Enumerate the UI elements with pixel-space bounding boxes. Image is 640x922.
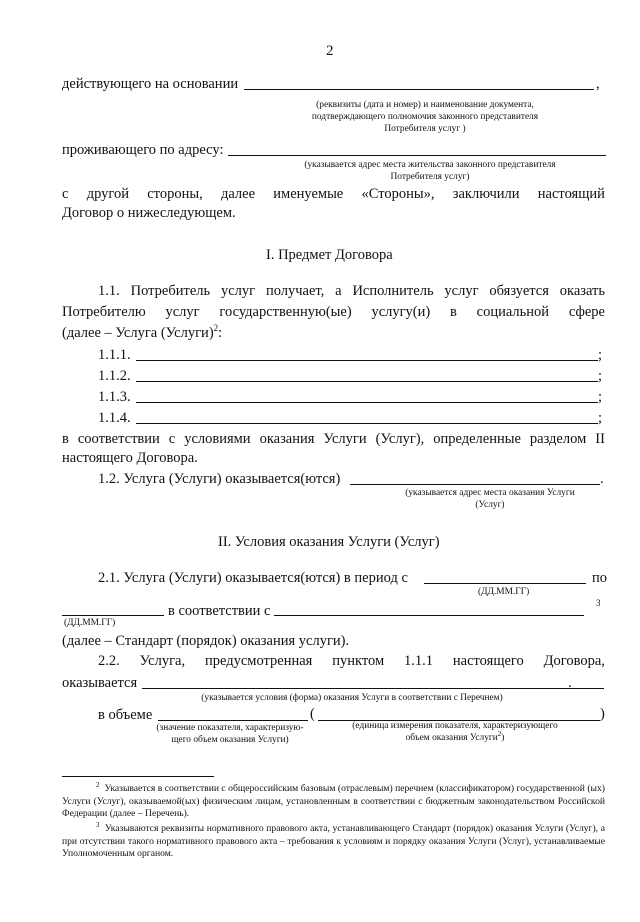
parties-line-2: Договор о нижеследующем.: [62, 205, 236, 221]
footnote-2: $^2$ Указывается в соответствии с общероссийским базовым (отраслевым) перечнем (классификатором) государственной (ых) Услуги (Услуг), оказываемой(ых) физическим лицам, установленным в соответствии с бюджетным законодательством Российской Федерации (далее – Перечень).: [62, 780, 605, 819]
item-1-1-2-label: 1.1.2.: [98, 368, 131, 384]
s1-p1-line-3: (далее – Услуга (Услуги)$^2$:: [62, 323, 223, 341]
volume-value-blank[interactable]: [158, 720, 308, 721]
item-1-1-1-blank[interactable]: [136, 360, 598, 361]
footnote-3: $^3$ Указываются реквизиты нормативного правового акта, устанавливающего Стандарт (порядок) оказания Услуги (Услуг), а при отсутствии такого нормативного правового акта – требования к условиям и порядку оказания Услуги (Услуг), устанавливаемые Уполномоченным органом.: [62, 820, 605, 859]
s2-p1-line-2: в соответствии с: [168, 603, 271, 619]
item-1-1-3-end: ;: [598, 389, 603, 405]
period-start-note: (ДД.ММ.ГГ): [478, 587, 530, 597]
item-1-1-4-end: ;: [598, 410, 603, 426]
s2-p2-dot: .: [568, 675, 572, 691]
period-end-blank[interactable]: [62, 615, 164, 616]
period-start-blank[interactable]: [424, 583, 586, 584]
service-form-note: (указывается условия (форма) оказания Услуги в соответствии с Перечнем): [201, 693, 503, 703]
item-1-1-2-end: ;: [598, 368, 603, 384]
footnote-ref-2: 2: [213, 323, 219, 334]
rep-basis-comma: ,: [596, 76, 600, 92]
s2-p1-start: 2.1. Услуга (Услуги) оказывается(ются) в период с: [98, 570, 408, 586]
s1-p2-line-1: в соответствии с условиями оказания Услуги (Услуг), определенные разделом II: [62, 431, 605, 447]
service-place-blank[interactable]: [350, 484, 600, 485]
s1-p3-text: 1.2. Услуга (Услуги) оказывается(ются): [98, 471, 341, 487]
s1-p1-line-1: 1.1. Потребитель услуг получает, а Исполнитель услуг обязуется оказать: [98, 283, 605, 299]
page-number: 2: [326, 43, 334, 59]
s2-p1-line-3: (далее – Стандарт (порядок) оказания услуги).: [62, 633, 350, 649]
period-end-note: (ДД.ММ.ГГ): [64, 618, 116, 628]
address-note: (указывается адрес места жительства законного представителя Потребителя услуг): [304, 160, 556, 182]
item-1-1-1-end: ;: [598, 347, 603, 363]
s1-p2-line-2: настоящего Договора.: [62, 450, 198, 466]
standard-blank[interactable]: [274, 615, 584, 616]
s1-p3-end: .: [600, 471, 604, 487]
volume-paren-close: ): [600, 706, 605, 722]
volume-label: в объеме: [98, 707, 153, 723]
item-1-1-4-blank[interactable]: [136, 423, 598, 424]
parties-line-1: с другой стороны, далее именуемые «Стороны», заключили настоящий: [62, 186, 605, 202]
footnote-ref-3: 3: [596, 598, 601, 608]
s2-p2-line-1: 2.2. Услуга, предусмотренная пунктом 1.1.1 настоящего Договора,: [98, 653, 605, 669]
rep-basis-blank[interactable]: [244, 89, 594, 90]
address-blank[interactable]: [228, 155, 606, 156]
item-1-1-4-label: 1.1.4.: [98, 410, 131, 426]
address-label: проживающего по адресу:: [62, 142, 224, 158]
rep-basis-label: действующего на основании: [62, 76, 239, 92]
s2-p1-po: по: [592, 570, 608, 586]
item-1-1-3-blank[interactable]: [136, 402, 598, 403]
s2-p2-line-2: оказывается: [62, 675, 138, 691]
volume-paren-open: (: [310, 706, 315, 722]
volume-value-note: (значение показателя, характеризую- щего объем оказания Услуги): [156, 723, 304, 745]
item-1-1-3-label: 1.1.3.: [98, 389, 131, 405]
s1-p1-line-2: Потребителю услуг государственную(ые) услугу(и) в социальной сфере: [62, 304, 605, 320]
section-1-title: I. Предмет Договора: [266, 247, 393, 263]
service-form-blank[interactable]: [142, 688, 604, 689]
item-1-1-1-label: 1.1.1.: [98, 347, 131, 363]
rep-basis-note: (реквизиты (дата и номер) и наименование документа, подтверждающего полномочия законного представителя Потребителя услуг ): [311, 100, 539, 134]
footnote-separator: [62, 776, 214, 777]
item-1-1-2-blank[interactable]: [136, 381, 598, 382]
service-place-note: (указывается адрес места оказания Услуги (Услуг): [405, 488, 575, 510]
section-2-title: II. Условия оказания Услуги (Услуг): [218, 534, 440, 550]
volume-unit-note: (единица измерения показателя, характеризующего объем оказания Услуги$^2$): [352, 721, 558, 743]
